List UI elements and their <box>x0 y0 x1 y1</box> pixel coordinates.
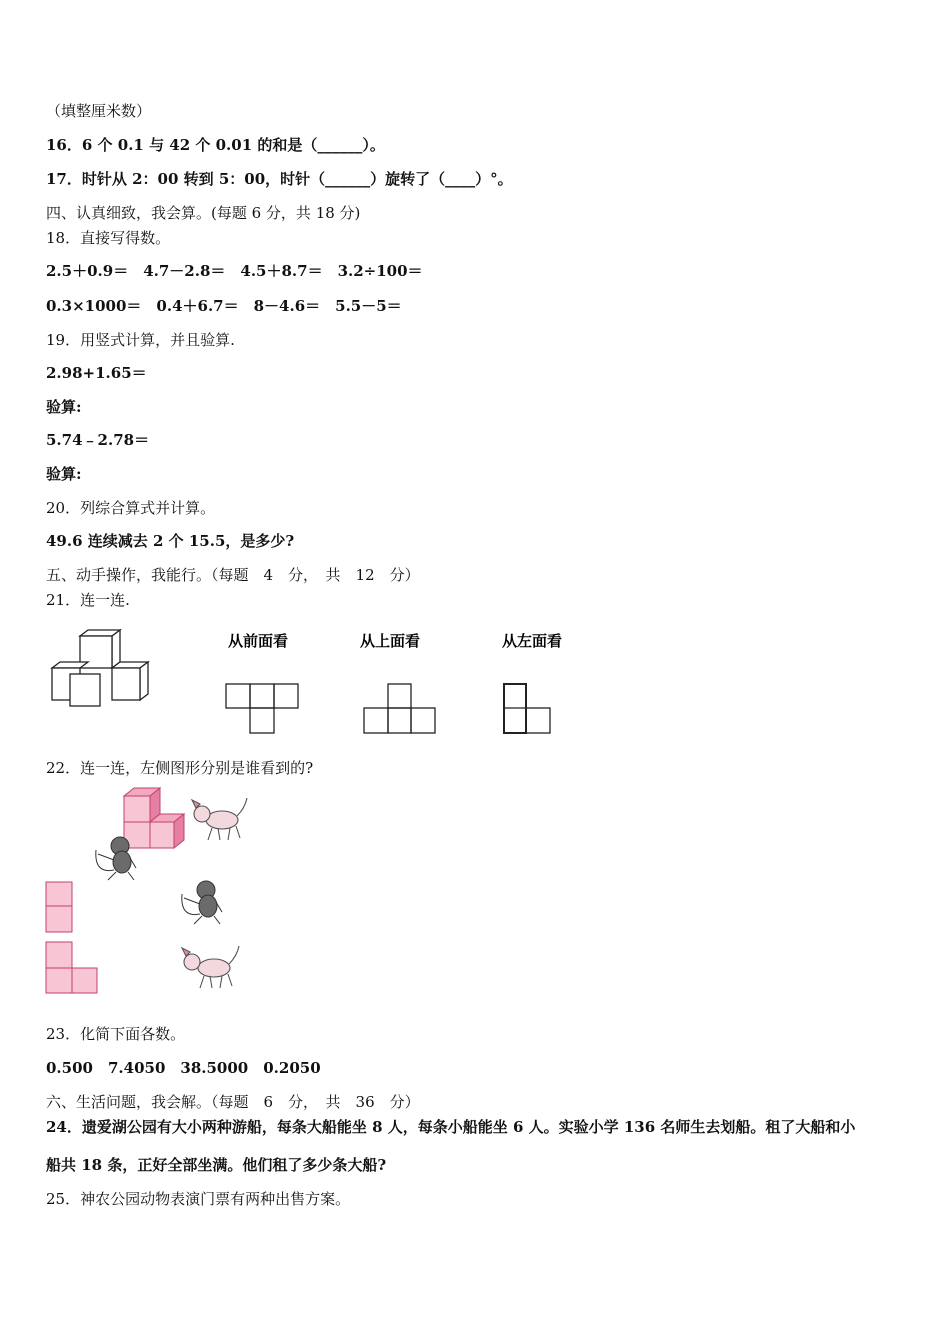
question-23: 23．化简下面各数。 <box>46 1025 186 1043</box>
figure-22 <box>44 784 264 996</box>
dog-icon <box>192 798 247 840</box>
question-18-row-1: 2.5＋0.9＝ 4.7－2.8＝ 4.5＋8.7＝ 3.2÷100＝ <box>46 262 423 280</box>
question-24-line-2: 船共 18 条，正好全部坐满。他们租了多少条大船? <box>46 1156 387 1174</box>
monkey-icon <box>182 881 222 924</box>
question-25: 25．神农公园动物表演门票有两种出售方案。 <box>46 1190 351 1208</box>
section-5-heading: 五、动手操作，我能行。（每题 4 分， 共 12 分） <box>46 566 420 584</box>
question-20-text: 49.6 连续减去 2 个 15.5，是多少? <box>46 532 295 550</box>
question-20: 20．列综合算式并计算。 <box>46 499 216 517</box>
section-4-heading: 四、认真细致，我会算。(每题 6 分，共 18 分) <box>46 204 361 222</box>
question-24-line-1: 24．遗爱湖公园有大小两种游船，每条大船能坐 8 人，每条小船能坐 6 人。实验小学 136 名师生去划船。租了大船和小 <box>46 1118 856 1136</box>
view-shape-3 <box>504 684 550 733</box>
unit-note: （填整厘米数） <box>46 102 152 120</box>
label-left-view: 从左面看 <box>502 632 563 650</box>
question-16: 16．6 个 0.1 与 42 个 0.01 的和是（______）。 <box>46 136 385 154</box>
check-label-1: 验算: <box>46 398 82 416</box>
cube-stack-3d <box>52 630 148 706</box>
option-shape-2 <box>46 942 97 993</box>
question-19-expr-1: 2.98+1.65＝ <box>46 364 147 382</box>
label-top-view: 从上面看 <box>360 632 421 650</box>
question-17: 17．时针从 2：00 转到 5：00，时针（______）旋转了（____）°。 <box>46 170 513 188</box>
question-19-expr-2: 5.74﹣2.78＝ <box>46 431 150 449</box>
pink-cube-stack <box>124 788 184 848</box>
dog-icon <box>182 946 239 988</box>
check-label-2: 验算: <box>46 465 82 483</box>
label-front-view: 从前面看 <box>228 632 289 650</box>
question-21: 21．连一连. <box>46 591 130 609</box>
view-shape-2 <box>364 684 435 733</box>
question-18-row-2: 0.3×1000＝ 0.4＋6.7＝ 8－4.6＝ 5.5－5＝ <box>46 297 402 315</box>
option-shape-1 <box>46 882 72 932</box>
figure-21 <box>44 626 584 738</box>
question-22: 22．连一连，左侧图形分别是谁看到的? <box>46 759 314 777</box>
view-shape-1 <box>226 684 298 733</box>
question-23-numbers: 0.500 7.4050 38.5000 0.2050 <box>46 1059 321 1077</box>
question-19: 19．用竖式计算，并且验算. <box>46 331 235 349</box>
question-18: 18．直接写得数。 <box>46 229 171 247</box>
section-6-heading: 六、生活问题，我会解。（每题 6 分， 共 36 分） <box>46 1093 420 1111</box>
